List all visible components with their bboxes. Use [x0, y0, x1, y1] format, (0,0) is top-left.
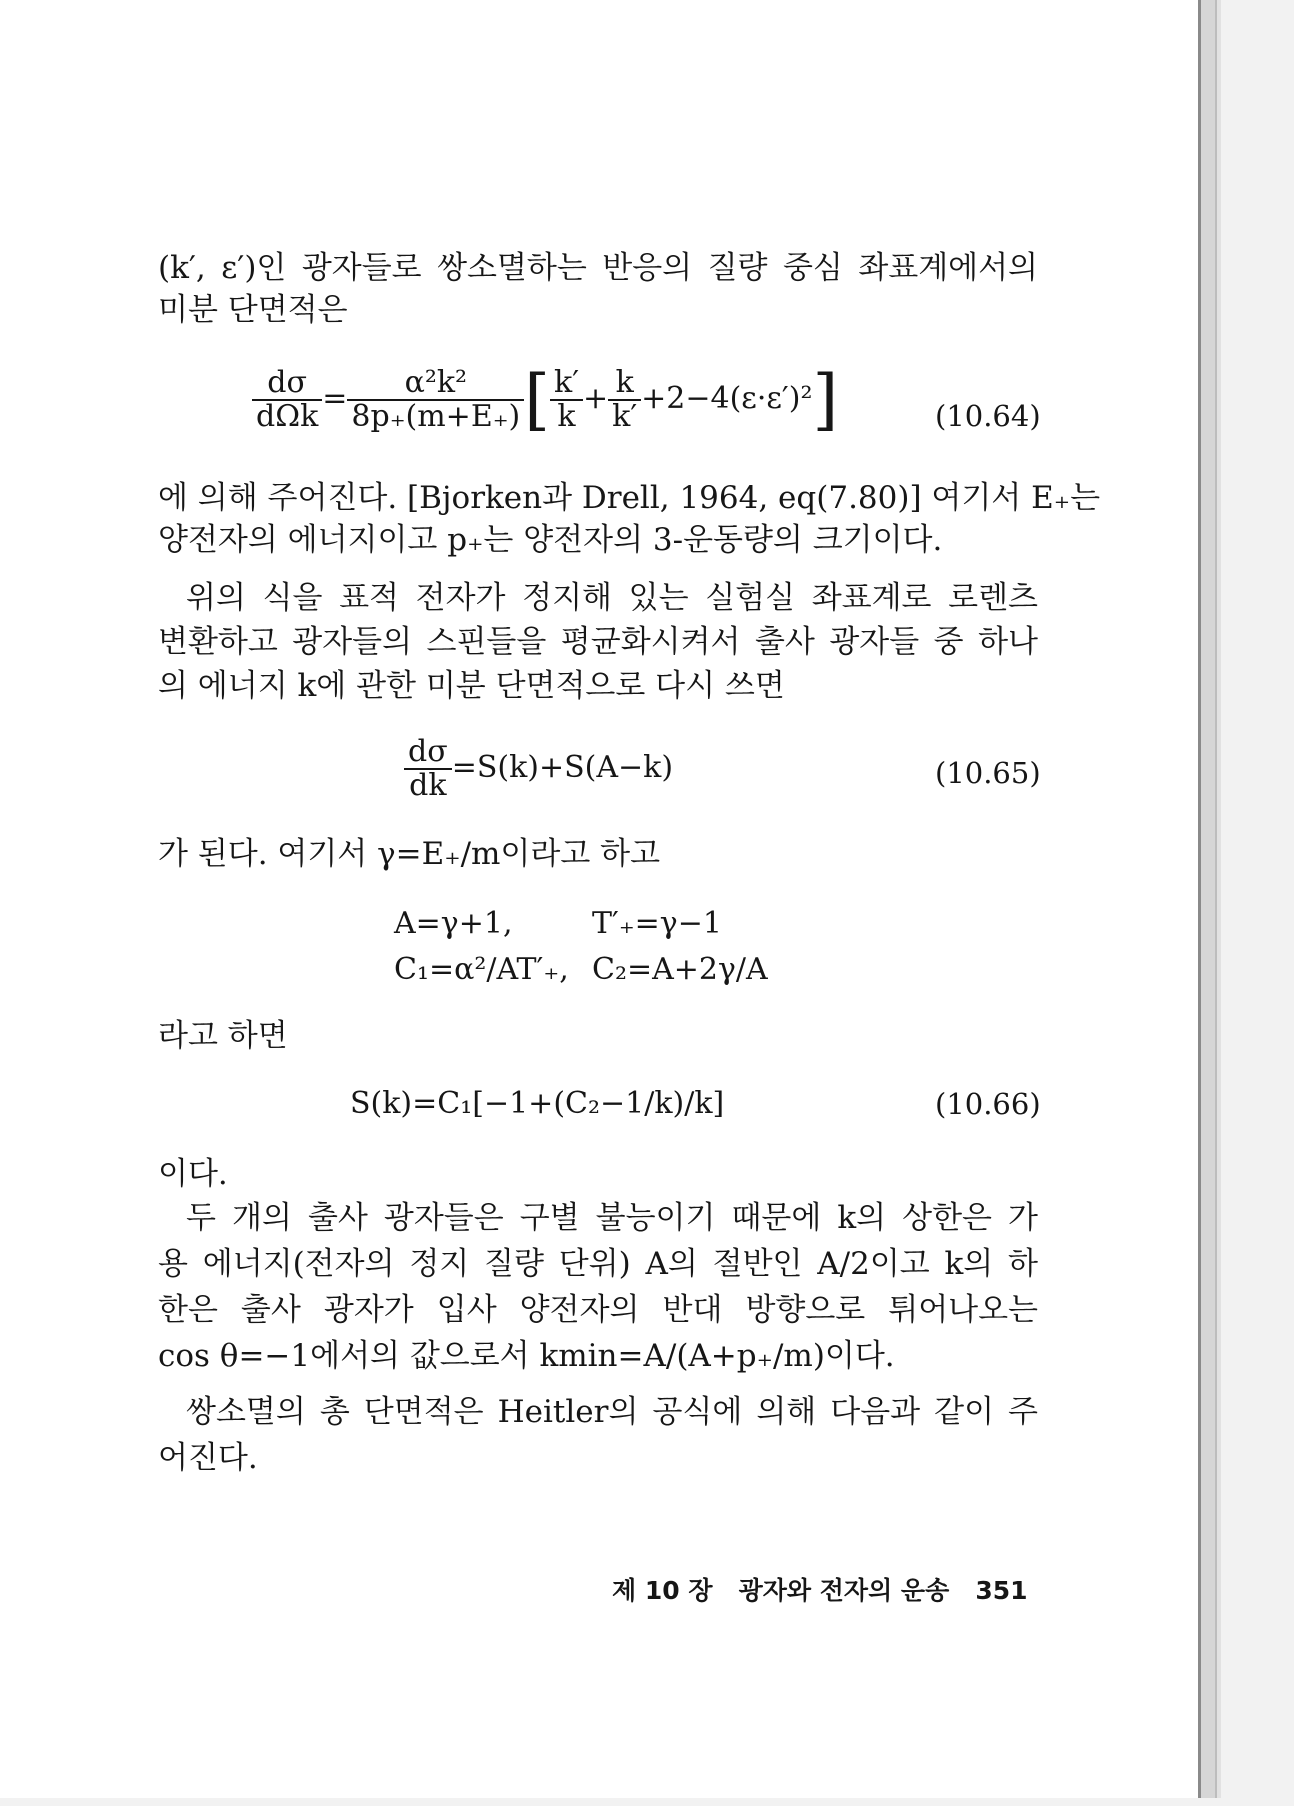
- fraction: [252, 367, 322, 433]
- fraction: [608, 367, 641, 433]
- equation-number: (10.66): [935, 1087, 1041, 1121]
- definition-c1: C₁=α²/AT′₊,: [394, 952, 569, 987]
- text-line: 에 의해 주어진다. [Bjorken과 Drell, 1964, eq(7.80)] 여기서 E₊는: [158, 480, 1101, 516]
- text-line: 이다.: [158, 1156, 228, 1192]
- denominator: dk: [409, 768, 447, 803]
- chapter-number: 제 10 장: [612, 1576, 713, 1605]
- numerator: dσ: [252, 367, 322, 401]
- numerator: dσ: [404, 736, 452, 770]
- numerator: k′: [550, 367, 583, 401]
- definition-a: A=γ+1,: [394, 906, 513, 941]
- text-line: 어진다.: [158, 1440, 258, 1476]
- page-footer: [612, 1573, 1028, 1609]
- equation-10-65: [404, 736, 673, 802]
- text-line: 라고 하면: [158, 1018, 288, 1054]
- text-line: 양전자의 에너지이고 p₊는 양전자의 3-운동량의 크기이다.: [158, 522, 943, 558]
- text-line: 용 에너지(전자의 정지 질량 단위) A의 절반인 A/2이고 k의 하: [158, 1246, 1038, 1282]
- equation-10-66: S(k)=C₁[−1+(C₂−1/k)/k]: [350, 1086, 725, 1121]
- page-number: 351: [975, 1576, 1028, 1605]
- numerator: α²k²: [347, 367, 524, 401]
- right-bracket: ]: [812, 361, 839, 438]
- denominator: k: [557, 399, 576, 434]
- denominator: dΩk: [256, 399, 319, 434]
- text-line: 미분 단면적은: [158, 292, 348, 328]
- fraction: [347, 367, 524, 433]
- equation-number: (10.64): [935, 399, 1041, 433]
- left-bracket: [: [524, 361, 551, 438]
- chapter-title: 광자와 전자의 운송: [738, 1576, 950, 1605]
- equation-10-64: $\frac{d\sigma}{\text{dΩk}}$ = $\frac{\text{α²k²}}{8p_+(m+E_+)}$ [ $\frac{k'}{k}$ + $\frac{k}{k'}$ +2−4(ε·ε′)²]: [252, 367, 838, 433]
- denominator: 8p₊(m+E₊): [351, 399, 521, 434]
- fraction: [550, 367, 583, 433]
- text-line: 쌍소멸의 총 단면적은 Heitler의 공식에 의해 다음과 같이 주: [186, 1394, 1038, 1430]
- fraction: [404, 736, 452, 802]
- text-line: 의 에너지 k에 관한 미분 단면적으로 다시 쓰면: [158, 668, 785, 704]
- text-line: 한은 출사 광자가 입사 양전자의 반대 방향으로 튀어나오는: [158, 1292, 1038, 1328]
- text-line: 위의 식을 표적 전자가 정지해 있는 실험실 좌표계로 로렌츠: [186, 580, 1038, 616]
- numerator: k: [608, 367, 641, 401]
- equation-rhs: =S(k)+S(A−k): [451, 750, 674, 785]
- text-line: 두 개의 출사 광자들은 구별 불능이기 때문에 k의 상한은 가: [186, 1200, 1038, 1236]
- text-line: cos θ=−1에서의 값으로서 kmin=A/(A+p₊/m)이다.: [158, 1338, 895, 1374]
- equation-tail: +2−4(ε·ε′)²: [641, 381, 813, 416]
- text-line: (k′, ε′)인 광자들로 쌍소멸하는 반응의 질량 중심 좌표계에서의: [158, 250, 1038, 286]
- text-line: 변환하고 광자들의 스핀들을 평균화시켜서 출사 광자들 중 하나: [158, 624, 1038, 660]
- text-line: 가 된다. 여기서 γ=E₊/m이라고 하고: [158, 836, 661, 872]
- equation-number: (10.65): [935, 756, 1041, 790]
- definition-c2: C₂=A+2γ/A: [592, 952, 768, 987]
- definition-t: T′₊=γ−1: [592, 906, 722, 941]
- denominator: k′: [612, 399, 638, 434]
